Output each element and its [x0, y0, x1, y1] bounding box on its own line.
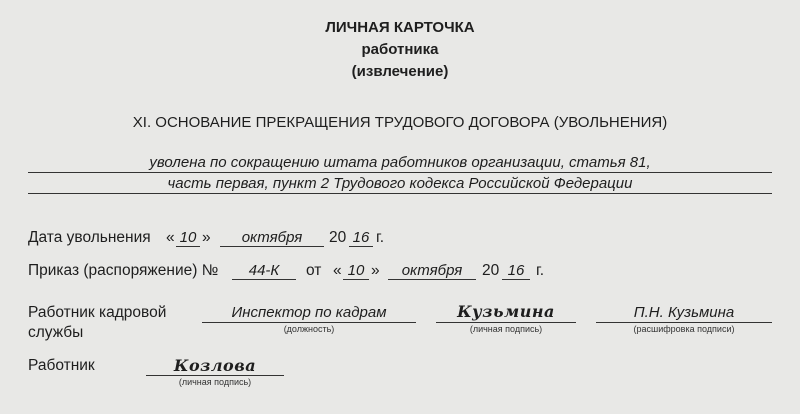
hr-signature-caption: (личная подпись): [469, 324, 543, 334]
hr-employee-label-2: службы: [28, 324, 84, 341]
hr-employee-label-1: Работник кадровой: [28, 304, 167, 321]
order-open-quote: «: [333, 262, 342, 279]
employee-signature-caption: (личная подпись): [178, 377, 252, 387]
dismissal-month-underline: [220, 246, 324, 247]
dismissal-year-suffix: 16: [352, 229, 370, 246]
basis-underline-1: [28, 172, 772, 173]
order-day: 10: [347, 262, 365, 279]
order-year-prefix: 20: [482, 262, 500, 279]
hr-name: П.Н. Кузьмина: [633, 304, 735, 321]
order-year-underline: [502, 279, 530, 280]
order-year-suffix: 16: [507, 262, 525, 279]
order-month: октября: [401, 262, 463, 279]
employee-signature-underline: [146, 375, 284, 376]
dismissal-day-underline: [176, 246, 200, 247]
basis-line-2: часть первая, пункт 2 Трудового кодекса Российской Федерации: [167, 175, 633, 192]
card-title: ЛИЧНАЯ КАРТОЧКА: [325, 19, 475, 36]
employee-signature: Козлова: [173, 356, 257, 375]
dismissal-date-label: Дата увольнения: [28, 229, 151, 246]
dismissal-year-unit: г.: [376, 229, 385, 246]
section-title: XI. ОСНОВАНИЕ ПРЕКРАЩЕНИЯ ТРУДОВОГО ДОГОВОРА (УВОЛЬНЕНИЯ): [132, 114, 668, 131]
order-day-underline: [343, 279, 369, 280]
order-year-unit: г.: [536, 262, 545, 279]
card-extract-note: (извлечение): [351, 63, 449, 80]
hr-position: Инспектор по кадрам: [231, 304, 387, 321]
dismissal-date-month: октября: [241, 229, 303, 246]
dismissal-date-close-quote: »: [202, 229, 211, 246]
order-month-underline: [388, 279, 476, 280]
dismissal-date-open-quote: «: [166, 229, 175, 246]
hr-position-caption: (должность): [283, 324, 335, 334]
hr-position-underline: [202, 322, 416, 323]
dismissal-date-day: 10: [179, 229, 197, 246]
order-close-quote: »: [371, 262, 380, 279]
card-subtitle: работника: [361, 41, 439, 58]
employee-label: Работник: [28, 357, 95, 374]
hr-name-underline: [596, 322, 772, 323]
order-number: 44-К: [248, 262, 280, 279]
basis-line-1: уволена по сокращению штата работников организации, статья 81,: [149, 154, 651, 171]
dismissal-year-prefix: 20: [329, 229, 347, 246]
hr-signature: Кузьмина: [457, 302, 555, 321]
basis-underline-2: [28, 193, 772, 194]
hr-signature-underline: [436, 322, 576, 323]
order-number-underline: [232, 279, 296, 280]
order-label: Приказ (распоряжение) №: [28, 262, 219, 279]
hr-name-caption: (расшифровка подписи): [633, 324, 735, 334]
dismissal-year-underline: [349, 246, 373, 247]
order-from-label: от: [306, 262, 322, 279]
